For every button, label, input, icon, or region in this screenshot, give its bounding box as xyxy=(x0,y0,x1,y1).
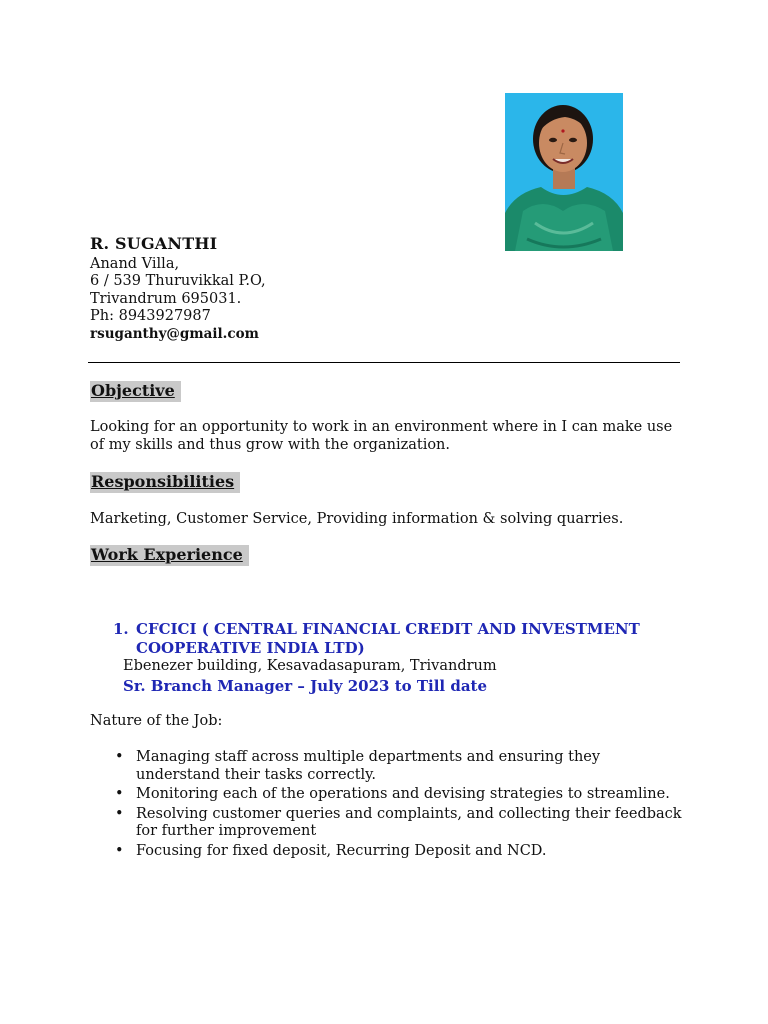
bullet-icon: • xyxy=(115,749,124,765)
objective-heading: Objective xyxy=(90,381,181,402)
company-name-line-2: COOPERATIVE INDIA LTD) xyxy=(136,639,365,657)
list-item: • Focusing for fixed deposit, Recurring Deposit and NCD. xyxy=(115,842,547,859)
objective-text xyxy=(90,418,690,454)
list-item: • Resolving customer queries and complaints, and collecting their feedback for further improvement xyxy=(115,805,682,839)
responsibilities-heading: Responsibilities xyxy=(90,472,240,493)
address-line-1: Anand Villa, xyxy=(90,256,180,272)
bullet-icon: • xyxy=(115,786,124,802)
list-item: • Managing staff across multiple departments and ensuring they understand their tasks correctly. xyxy=(115,749,601,783)
candidate-name: R. SUGANTHI xyxy=(90,234,218,253)
phone-number: Ph: 8943927987 xyxy=(90,307,211,324)
job-role: Sr. Branch Manager – July 2023 to Till date xyxy=(123,677,488,695)
objective-line-1: Looking for an opportunity to work in an environment where in I can make use xyxy=(90,419,673,435)
objective-line-2: of my skills and thus grow with the organization. xyxy=(90,437,451,453)
list-item: • Monitoring each of the operations and devising strategies to streamline. xyxy=(115,786,670,802)
company-location: Ebenezer building, Kesavadasapuram, Trivandrum xyxy=(123,658,497,674)
contact-block xyxy=(90,256,266,343)
work-experience-heading: Work Experience xyxy=(90,545,249,566)
job-number: 1. xyxy=(113,620,129,638)
job-duties-list xyxy=(113,749,693,862)
responsibilities-text: Marketing, Customer Service, Providing information & solving quarries. xyxy=(90,511,624,527)
company-name-line-1: CFCICI ( CENTRAL FINANCIAL CREDIT AND INVESTMENT xyxy=(136,620,640,638)
address-line-2: 6 / 539 Thuruvikkal P.O, xyxy=(90,273,266,290)
header-divider xyxy=(88,362,680,363)
address-line-3: Trivandrum 695031. xyxy=(90,290,242,307)
portrait-photo xyxy=(505,93,623,251)
bullet-icon: • xyxy=(115,842,124,859)
email-address: rsuganthy@gmail.com xyxy=(90,326,259,343)
nature-of-job-label: Nature of the Job: xyxy=(90,713,223,729)
bullet-icon: • xyxy=(115,805,124,822)
